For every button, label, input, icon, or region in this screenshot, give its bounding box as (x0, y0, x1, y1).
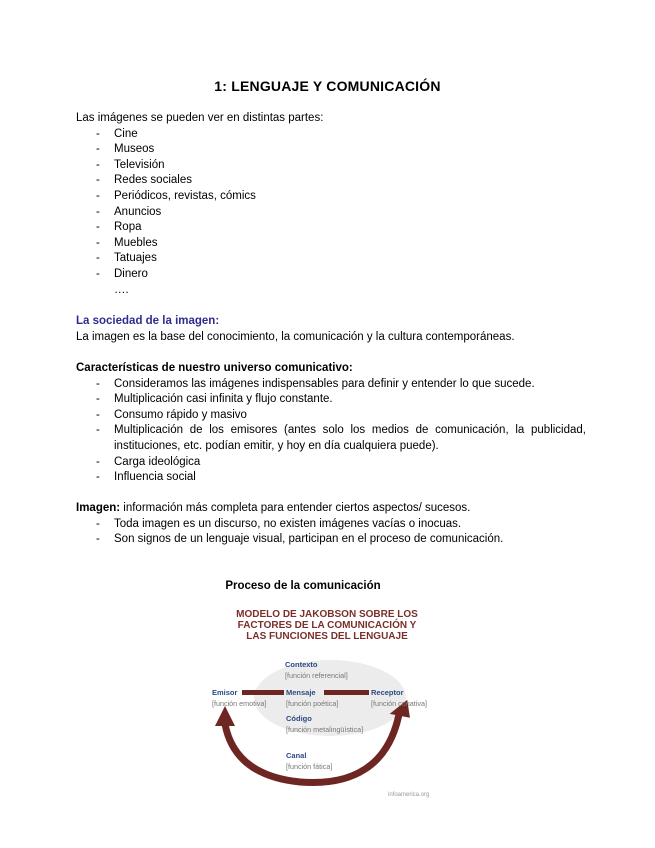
list-item: - Redes sociales (76, 173, 586, 189)
list-item: - Periódicos, revistas, cómics (76, 189, 586, 205)
canal-function: [función fática] (286, 762, 333, 771)
image-definition-label: Imagen: (76, 502, 121, 514)
list-item: - Dinero (76, 267, 586, 283)
arrowhead-left-icon (215, 706, 235, 726)
contexto-label: Contexto (285, 660, 318, 669)
diagram-header-line: FACTORES DE LA COMUNICACIÓN Y (237, 620, 417, 631)
list-item: - Consumo rápido y masivo (76, 408, 586, 424)
receptor-function: [función conativa] (371, 699, 427, 708)
list-item: - Carga ideológica (76, 455, 586, 471)
diagram-source: infoamerica.org (388, 792, 430, 798)
society-heading: La sociedad de la imagen: (76, 315, 220, 327)
list-ellipsis: …. (114, 283, 129, 296)
list-item: - Multiplicación casi infinita y flujo constante. (76, 392, 586, 408)
list-item: - Tatuajes (76, 251, 586, 267)
list-item: - Consideramos las imágenes indispensables para definir y entender lo que sucede. (76, 377, 586, 393)
page-title: 1: LENGUAJE Y COMUNICACIÓN (214, 78, 441, 94)
image-definition-section (76, 501, 586, 548)
codigo-label: Código (286, 714, 312, 723)
image-definition (76, 501, 586, 517)
list-item: - Son signos de un lenguaje visual, participan en el proceso de comunicación. (76, 532, 586, 548)
contexto-function: [función referencial] (285, 671, 348, 680)
list-item: - Influencia social (76, 470, 586, 486)
list-item: - Televisión (76, 158, 586, 174)
list-item: - Cine (76, 127, 586, 143)
diagram-header-line: MODELO DE JAKOBSON SOBRE LOS (236, 609, 418, 620)
mensaje-receptor-bar (324, 690, 369, 695)
characteristics-list (76, 377, 586, 486)
emisor-function: [función emotiva] (212, 699, 267, 708)
receptor-label: Receptor (371, 688, 404, 697)
mensaje-label: Mensaje (286, 688, 316, 697)
places-list (76, 127, 586, 299)
image-definition-text: información más completa para entender ciertos aspectos/ sucesos. (120, 502, 471, 514)
list-item: - Anuncios (76, 205, 586, 221)
society-text: La imagen es la base del conocimiento, la comunicación y la cultura contemporáneas. (76, 330, 515, 343)
mensaje-function: [función poética] (286, 699, 339, 708)
image-list (76, 517, 586, 548)
diagram-header-line: LAS FUNCIONES DEL LENGUAJE (246, 631, 408, 642)
codigo-function: [función metalingüística] (286, 725, 364, 734)
list-item: - Multiplicación de los emisores (antes solo los medios de comunicación, la publicidad, instituciones, etc. podían emitir, y hoy en día cualquiera puede). (76, 423, 586, 454)
intro-section (76, 111, 586, 298)
list-item: - Toda imagen es un discurso, no existen imágenes vacías o inocuas. (76, 517, 586, 533)
list-item: - Ropa (76, 220, 586, 236)
emisor-mensaje-bar (242, 690, 284, 695)
diagram-header (200, 609, 454, 642)
canal-label: Canal (286, 751, 307, 760)
jakobson-diagram (200, 606, 450, 806)
characteristics-heading: Características de nuestro universo comunicativo: (76, 362, 353, 374)
society-section (76, 314, 586, 345)
characteristics-section (76, 361, 586, 486)
diagram-title: Proceso de la comunicación (225, 580, 381, 592)
list-item: - Muebles (76, 236, 586, 252)
intro-text: Las imágenes se pueden ver en distintas partes: (76, 112, 324, 124)
list-item: - Museos (76, 142, 586, 158)
emisor-label: Emisor (212, 688, 238, 697)
